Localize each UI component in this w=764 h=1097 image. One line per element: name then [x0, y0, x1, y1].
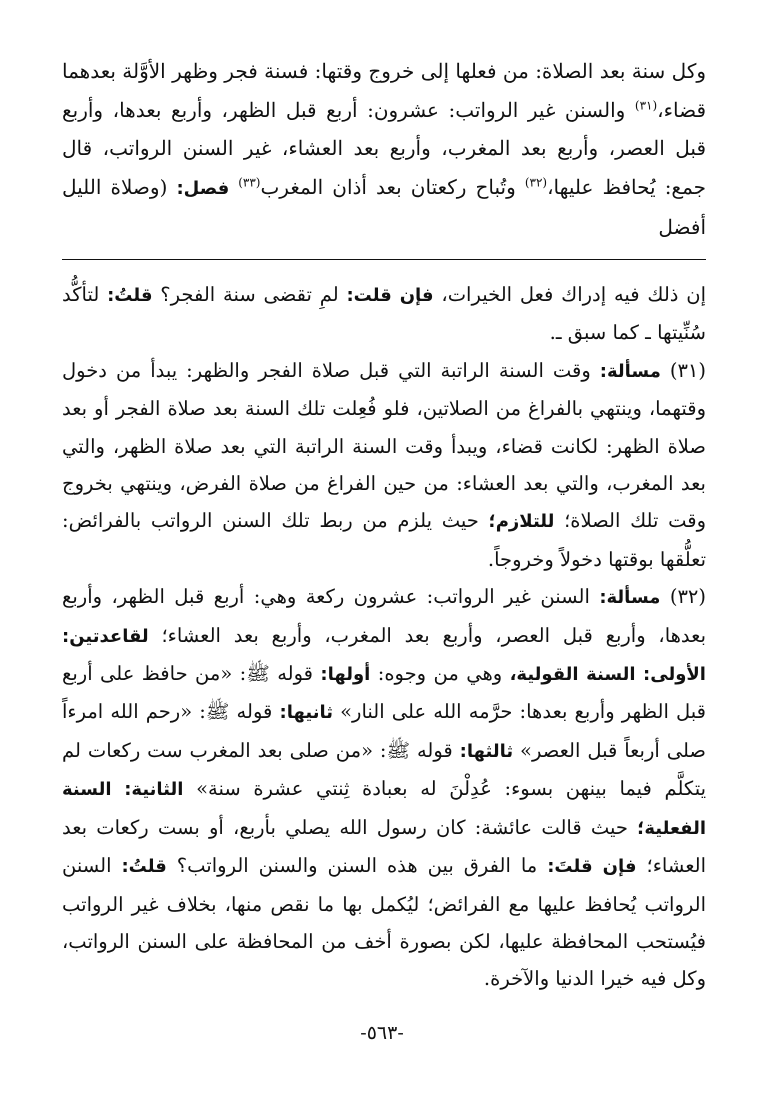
footnote-31-text-2: حيث يلزم من ربط تلك السنن الرواتب بالفرائض: تعلُّقها بوقتها دخولاً وخروجاً.	[62, 509, 706, 571]
continuation-question-label: فإن قلت:	[346, 285, 434, 306]
fasl-heading: فصل:	[176, 177, 239, 199]
footnote-32-question-label: فإن قلتَ:	[547, 856, 637, 878]
footnote-ref-33[interactable]: (٣٣)	[238, 174, 261, 189]
continuation-text-a: إن ذلك فيه إدراك فعل الخيرات،	[433, 283, 707, 306]
main-paragraph	[62, 52, 706, 247]
footnote-31-label: مسألة:	[599, 360, 661, 382]
footnote-32-text-2: وهي من وجوه:	[370, 662, 510, 686]
footnote-31	[62, 352, 706, 578]
footnote-32-second-rule-label: الثانية: السنة الفعلية؛	[62, 779, 706, 839]
footnote-continuation	[62, 276, 706, 352]
footnote-32-text-5: قوله ﷺ: «من صلى بعد المغرب ست ركعات لم يتكلَّم فيما بينهن بسوء: عُدِلْنَ له بعبادة ثِنتي عشرة سنة»	[62, 738, 707, 801]
footnote-31-label-2: للتلازم؛	[488, 511, 555, 533]
footnote-ref-31[interactable]: (٣١)	[634, 97, 658, 112]
footnote-32-number: (٣٢)	[660, 585, 706, 609]
main-text-part-1: وكل سنة بعد الصلاة: من فعلها إلى خروج وقتها: فسنة فجر وظهر الأوَّلة بعدهما قضاء،	[62, 59, 706, 122]
footnote-32-text-4: قوله ﷺ: «رحم الله امرءاً صلى أربعاً قبل العصر»	[62, 700, 706, 762]
footnote-32-label: مسألة:	[599, 587, 661, 609]
footnote-ref-32[interactable]: (٣٢)	[524, 174, 548, 189]
footnote-32-text-8: السنن الرواتب يُحافظ عليها مع الفرائض؛ ليُكمل بها ما نقص منها، بخلاف غير الرواتب فيُستحب المحافظة عليها، لكن بصورة أخف من المحافظة على السنن الرواتب، وكل فيه خيرا الدنيا والآخرة.	[62, 854, 706, 991]
main-text-part-2: والسنن غير الرواتب: عشرون: أربع قبل الظهر، وأربع بعدها، وأربع قبل العصر، وأربع بعد المغرب، وأربع بعد العشاء، غير السنن الرواتب، قال جمع: يُحافظ عليها،	[62, 97, 706, 199]
footnote-32-text-1: السنن غير الرواتب: عشرون ركعة وهي: أربع قبل الظهر، وأربع بعدها، وأربع قبل العصر، وأربع بعد المغرب، وأربع بعد العشاء؛	[62, 585, 706, 647]
footnote-32-answer-label: قلتُ:	[121, 856, 167, 878]
footnote-32-third-label: ثالثها:	[459, 740, 514, 762]
footnote-31-text: وقت السنة الراتبة التي قبل صلاة الفجر والظهر: يبدأ من دخول وقتهما، وينتهي بالفراغ من الصلاتين، فلو فُعِلت تلك السنة بعد صلاة الفجر أو بعد صلاة الظهر: لكانت قضاء، ويبدأ وقت السنة الراتبة التي بعد صلاة الظهر، والتي بعد المغرب، والتي بعد العشاء: من حين الفراغ من صلاة الفرض، وينتهي بخروج وقت تلك الصلاة؛	[62, 358, 706, 533]
main-text-block	[62, 52, 706, 247]
footnote-32-second-label: ثانيها:	[279, 702, 333, 724]
footnote-32-two-rules-label: لقاعدتين:	[62, 625, 149, 647]
main-text-part-4: (وصلاة الليل أفضل	[62, 174, 706, 239]
main-text-part-3: وتُباح ركعتان بعد أذان المغرب	[260, 174, 525, 199]
continuation-text-c: لتأكُّد سُنِّيتها ـ كما سبق ـ.	[62, 283, 706, 345]
footnote-32	[62, 578, 706, 997]
continuation-answer-label: قلتُ:	[107, 285, 153, 306]
footnote-32-first-label: أولها:	[320, 664, 371, 686]
footnote-31-number: (٣١)	[660, 358, 706, 382]
footnote-32-first-rule-label: الأولى: السنة القولية،	[509, 664, 706, 686]
footnotes-block	[62, 276, 706, 998]
footnote-32-text-7: ما الفرق بين هذه السنن والسنن الرواتب؟	[166, 854, 548, 878]
continuation-text-b: لمِ تقضى سنة الفجر؟	[152, 283, 347, 306]
footnote-separator	[62, 259, 706, 260]
page-number: -٥٦٣-	[360, 1022, 404, 1044]
footnote-32-text-3: قوله ﷺ: «من حافظ على أربع قبل الظهر وأربع بعدها: حرَّمه الله على النار»	[62, 662, 706, 724]
footnote-32-text-6: حيث قالت عائشة: كان رسول الله يصلي بأربع، أو بست ركعات بعد العشاء؛	[62, 815, 706, 878]
